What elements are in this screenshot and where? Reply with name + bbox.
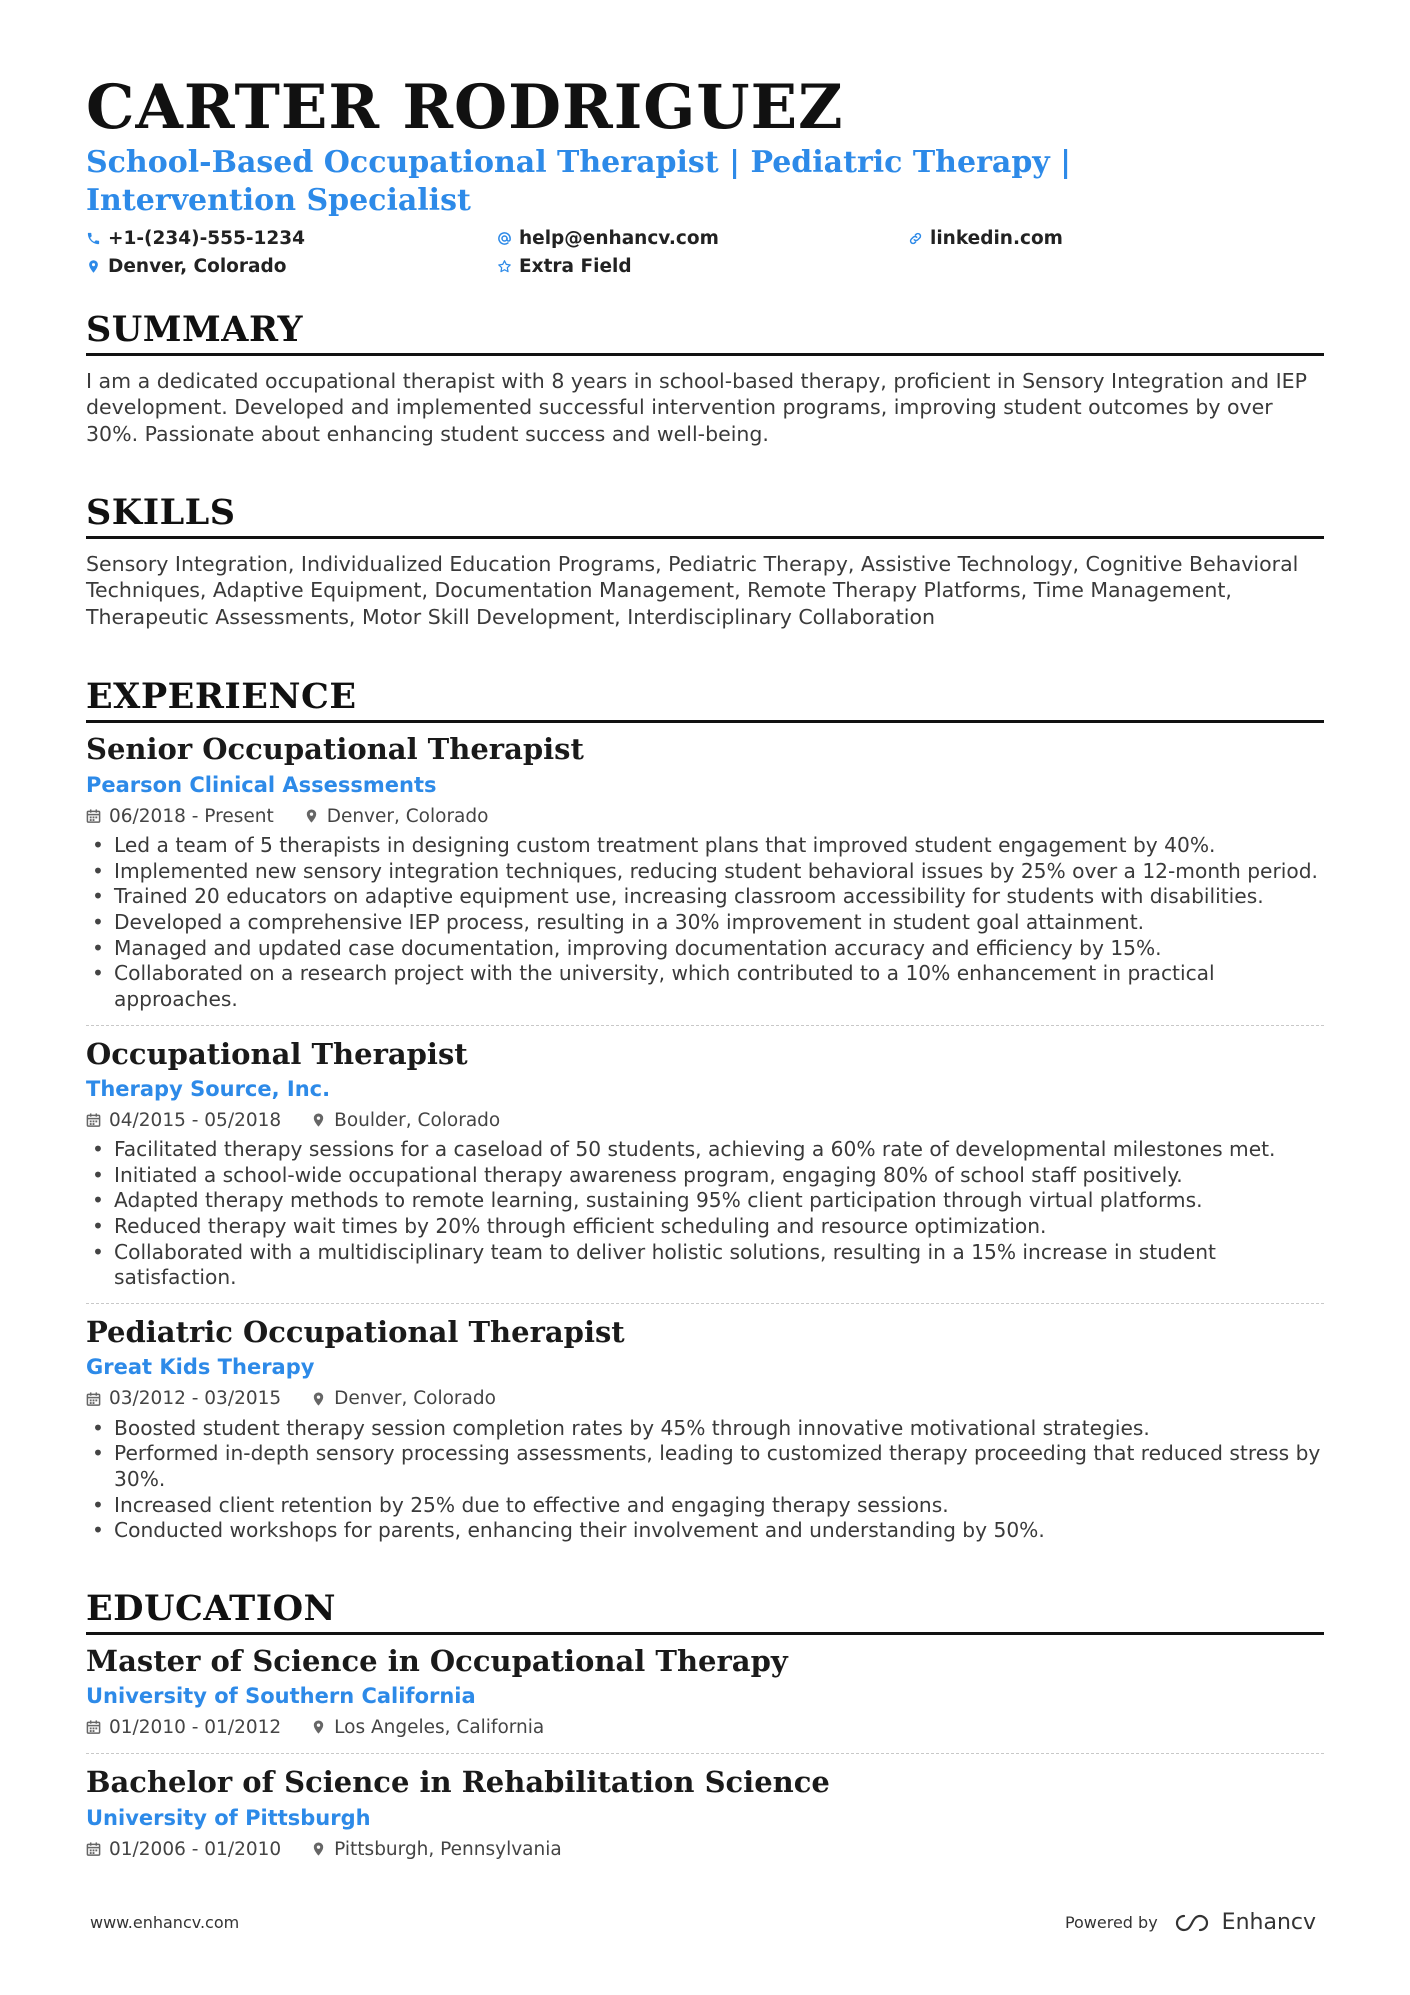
calendar-icon [86, 1112, 101, 1128]
job-bullets [86, 1137, 1324, 1291]
contact-email-text: help@enhancv.com [519, 227, 719, 249]
experience-section [86, 676, 1324, 1543]
experience-entry [86, 1036, 1324, 1291]
list-item: • Boosted student therapy session completion rates by 45% through innovative motivational strategies. [86, 1416, 1324, 1442]
education-entry [86, 1643, 1324, 1742]
job-meta [86, 1106, 1324, 1134]
job-bullets [86, 1416, 1324, 1544]
list-item: • Increased client retention by 25% due to effective and engaging therapy sessions. [86, 1493, 1324, 1519]
education-dates: 01/2010 - 01/2012 [109, 1716, 282, 1738]
contact-location-text: Denver, Colorado [108, 255, 287, 277]
education-location: Pittsburgh, Pennsylvania [334, 1838, 562, 1860]
at-icon [497, 231, 512, 246]
company-name[interactable]: Pearson Clinical Assessments [86, 772, 437, 797]
job-location: Boulder, Colorado [334, 1109, 501, 1131]
degree-title: Master of Science in Occupational Therapy [86, 1643, 788, 1678]
phone-icon [86, 231, 101, 246]
contact-linkedin-text: linkedin.com [930, 227, 1063, 249]
list-item: • Facilitated therapy sessions for a caseload of 50 students, achieving a 60% rate of developmental milestones met. [86, 1137, 1324, 1163]
company-name[interactable]: Great Kids Therapy [86, 1355, 315, 1380]
powered-by-label: Powered by [1064, 1913, 1158, 1932]
list-item: • Trained 20 educators on adaptive equipment use, increasing classroom accessibility for students with disabilities. [86, 884, 1324, 910]
location-pin-icon [311, 1112, 326, 1128]
location-pin-icon [311, 1391, 326, 1407]
list-item: • Collaborated with a multidisciplinary team to deliver holistic solutions, resulting in a 15% increase in student satisfaction. [86, 1240, 1324, 1291]
education-section [86, 1588, 1324, 1863]
job-title: Senior Occupational Therapist [86, 732, 584, 767]
job-location: Denver, Colorado [334, 1388, 496, 1410]
calendar-icon [86, 1391, 101, 1407]
link-icon [908, 231, 923, 246]
enhancv-brand-text: Enhancv [1221, 1910, 1316, 1935]
list-item: • Performed in-depth sensory processing assessments, leading to customized therapy proceeding that reduced stress by 30%. [86, 1441, 1324, 1492]
job-title: Occupational Therapist [86, 1036, 468, 1071]
section-divider [86, 353, 1324, 356]
list-item: • Managed and updated case documentation, improving documentation accuracy and efficiency by 15%. [86, 936, 1324, 962]
candidate-name: CARTER RODRIGUEZ [86, 72, 844, 143]
job-meta [86, 1385, 1324, 1413]
page-footer [90, 1910, 1316, 1935]
entry-divider [86, 1753, 1324, 1754]
section-divider [86, 536, 1324, 539]
experience-entry [86, 1314, 1324, 1544]
enhancv-logo[interactable] [1170, 1910, 1316, 1935]
job-bullets [86, 833, 1324, 1013]
education-title: EDUCATION [86, 1587, 337, 1629]
education-meta [86, 1835, 1324, 1863]
contact-location [86, 254, 497, 279]
education-meta [86, 1713, 1324, 1741]
entry-divider [86, 1025, 1324, 1026]
footer-website-link[interactable]: www.enhancv.com [90, 1913, 240, 1932]
contact-list [86, 226, 1324, 279]
school-name[interactable]: University of Southern California [86, 1684, 476, 1709]
job-title: Pediatric Occupational Therapist [86, 1315, 625, 1350]
entry-divider [86, 1303, 1324, 1304]
list-item: • Conducted workshops for parents, enhancing their involvement and understanding by 50%. [86, 1518, 1324, 1544]
skills-text: Sensory Integration, Individualized Education Programs, Pediatric Therapy, Assistive Technology, Cognitive Behavioral Techniques, Adaptive Equipment, Documentation Management, Remote Therapy Platforms, Time Management, Therapeutic Assessments, Motor Skill Development, Interdisciplinary Collaboration [86, 551, 1299, 629]
list-item: • Reduced therapy wait times by 20% through efficient scheduling and resource optimization. [86, 1214, 1324, 1240]
company-name[interactable]: Therapy Source, Inc. [86, 1076, 331, 1101]
calendar-icon [86, 1841, 101, 1857]
summary-title: SUMMARY [86, 308, 303, 350]
job-meta [86, 802, 1324, 830]
list-item: • Collaborated on a research project with the university, which contributed to a 10% enhancement in practical approaches. [86, 961, 1324, 1012]
location-pin-icon [311, 1841, 326, 1857]
calendar-icon [86, 808, 101, 824]
degree-title: Bachelor of Science in Rehabilitation Science [86, 1765, 830, 1800]
job-location: Denver, Colorado [326, 805, 489, 827]
list-item: • Adapted therapy methods to remote learning, sustaining 95% client participation through virtual platforms. [86, 1188, 1324, 1214]
powered-by [1065, 1910, 1316, 1935]
section-divider [86, 720, 1324, 723]
list-item: • Implemented new sensory integration techniques, reducing student behavioral issues by 25% over a 12-month period. [86, 859, 1324, 885]
job-dates: 04/2015 - 05/2018 [109, 1109, 282, 1131]
list-item: • Led a team of 5 therapists in designing custom treatment plans that improved student engagement by 40%. [86, 833, 1324, 859]
contact-extra-text: Extra Field [519, 255, 632, 277]
experience-title: EXPERIENCE [86, 676, 357, 718]
education-dates: 01/2006 - 01/2010 [109, 1838, 282, 1860]
skills-section [86, 492, 1324, 631]
summary-text: I am a dedicated occupational therapist with 8 years in school-based therapy, proficient in Sensory Integration and IEP development. Developed and implemented successful intervention programs, improving student outcomes by over 30%. Passionate about enhancing student success and well-being. [86, 368, 1307, 446]
calendar-icon [86, 1719, 101, 1735]
star-icon [497, 259, 512, 274]
contact-phone-text: +1-(234)-555-1234 [108, 227, 306, 249]
list-item: • Developed a comprehensive IEP process, resulting in a 30% improvement in student goal attainment. [86, 910, 1324, 936]
location-pin-icon [304, 808, 319, 824]
list-item: • Initiated a school-wide occupational therapy awareness program, engaging 80% of school staff positively. [86, 1163, 1324, 1189]
school-name[interactable]: University of Pittsburgh [86, 1805, 371, 1830]
contact-linkedin[interactable] [908, 226, 1238, 251]
section-divider [86, 1632, 1324, 1635]
headline: School-Based Occupational Therapist | Pediatric Therapy | Intervention Specialist [86, 145, 1072, 218]
summary-section [86, 309, 1324, 448]
education-entry [86, 1764, 1324, 1863]
skills-title: SKILLS [86, 491, 236, 533]
education-location: Los Angeles, California [334, 1716, 545, 1738]
contact-email[interactable] [497, 226, 908, 251]
enhancv-logo-icon [1170, 1912, 1214, 1934]
location-pin-icon [311, 1719, 326, 1735]
job-dates: 06/2018 - Present [109, 805, 274, 827]
contact-phone[interactable] [86, 226, 497, 251]
job-dates: 03/2012 - 03/2015 [109, 1388, 282, 1410]
location-pin-icon [86, 259, 101, 274]
experience-entry [86, 731, 1324, 1012]
contact-extra [497, 254, 908, 279]
